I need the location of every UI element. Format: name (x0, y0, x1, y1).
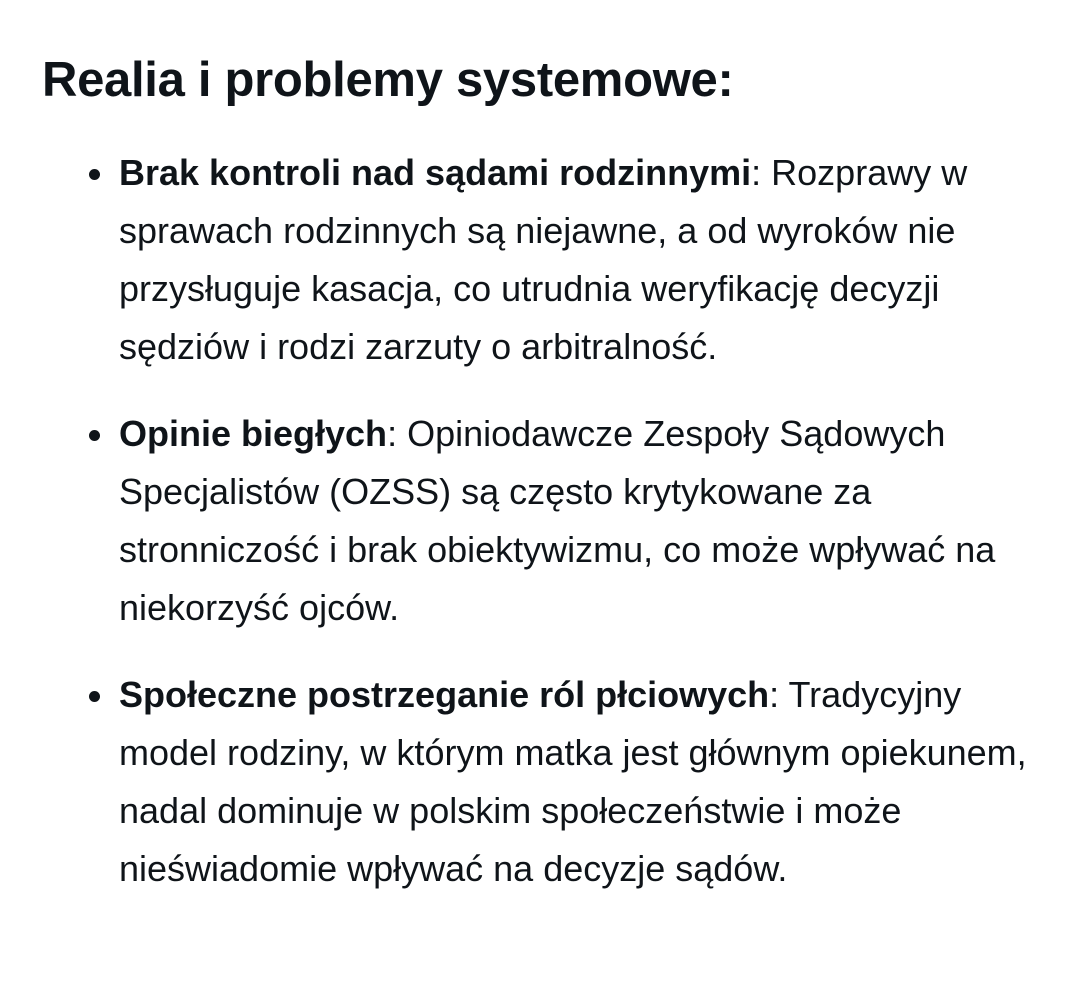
item-term: Społeczne postrzeganie ról płciowych (119, 674, 770, 715)
item-separator: : (769, 674, 780, 715)
item-separator: : (387, 413, 398, 454)
list-item (42, 144, 1053, 376)
list-item (42, 666, 1053, 898)
item-text: Opiniodawcze Zespoły Sądowych Specjalistów (OZSS) są często krytykowane za stronniczość i brak obiektywizmu, co może wpływać na niekorzyść ojców. (119, 413, 996, 628)
section-heading: Realia i problemy systemowe: (42, 53, 734, 107)
bullet-list (42, 144, 1053, 898)
item-text: Tradycyjny model rodziny, w którym matka jest głównym opiekunem, nadal dominuje w polskim społeczeństwie i może nieświadomie wpływać na decyzje sądów. (119, 674, 1027, 889)
list-item (42, 405, 1053, 637)
bullet-icon (89, 691, 100, 702)
item-text: Rozprawy w sprawach rodzinnych są niejawne, a od wyroków nie przysługuje kasacja, co utrudnia weryfikację decyzji sędziów i rodzi zarzuty o arbitralność. (119, 152, 968, 367)
bullet-icon (89, 430, 100, 441)
item-term: Opinie biegłych (119, 413, 388, 454)
bullet-icon (89, 169, 100, 180)
item-separator: : (751, 152, 762, 193)
item-term: Brak kontroli nad sądami rodzinnymi (119, 152, 752, 193)
